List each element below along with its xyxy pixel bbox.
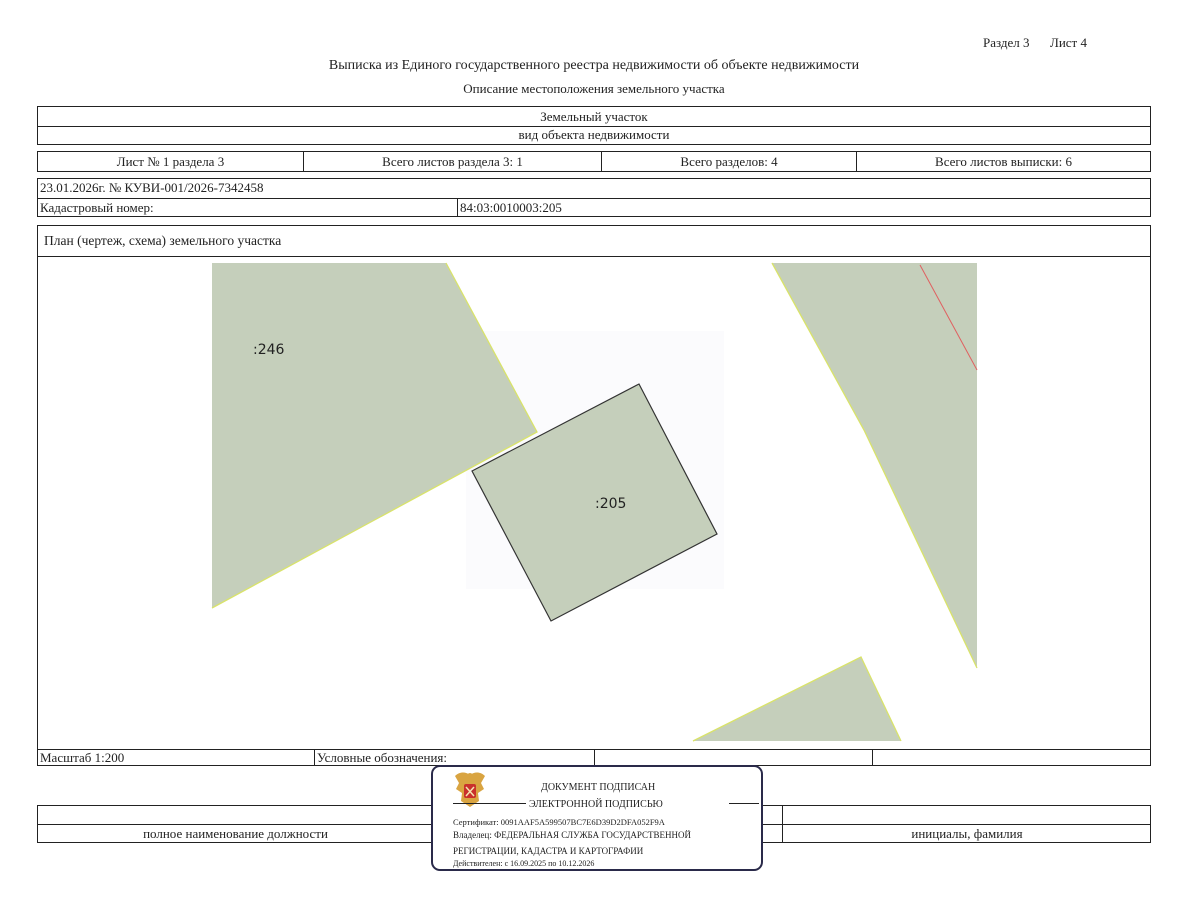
legend-row <box>37 749 1151 766</box>
stamp-owner-2: РЕГИСТРАЦИИ, КАДАСТРА И КАРТОГРАФИИ <box>453 846 644 856</box>
object-type-value: Земельный участок <box>38 109 1150 127</box>
stamp-line-2: ЭЛЕКТРОННОЙ ПОДПИСЬЮ <box>529 799 663 810</box>
parcel-205-label: :205 <box>595 496 627 512</box>
legend-empty-cell-1 <box>595 750 873 765</box>
symbols-cell: Условные обозначения: <box>315 750 595 765</box>
total-extract-sheets-cell: Всего листов выписки: 6 <box>935 153 1072 169</box>
document-title: Выписка из Единого государственного реестра недвижимости об объекте недвижимости <box>328 58 860 73</box>
section-number: Раздел 3 <box>983 35 1030 50</box>
parcel-246-label: :246 <box>253 342 285 358</box>
sheet-number: Лист 4 <box>1050 35 1087 50</box>
cadastral-value: 84:03:0010003:205 <box>460 200 562 215</box>
legend-empty-cell-2 <box>873 750 1150 765</box>
parcel-bottom <box>693 657 901 741</box>
date-number: 23.01.2026г. № КУВИ-001/2026-7342458 <box>40 180 264 195</box>
stamp-line-1: ДОКУМЕНТ ПОДПИСАН <box>541 782 656 793</box>
plan-title: План (чертеж, схема) земельного участка <box>44 233 282 248</box>
name-caption: инициалы, фамилия <box>911 826 1023 841</box>
scale-cell: Масштаб 1:200 <box>38 750 315 765</box>
stamp-certificate: Сертификат: 0091AAF5A599507BC7E6D39D2DFA052F9A <box>453 817 665 827</box>
total-section-sheets-cell: Всего листов раздела 3: 1 <box>304 152 602 171</box>
total-sections-cell: Всего разделов: 4 <box>602 152 857 171</box>
object-type-caption: вид объекта недвижимости <box>518 127 670 142</box>
stamp-owner: Владелец: ФЕДЕРАЛЬНАЯ СЛУЖБА ГОСУДАРСТВЕННОЙ <box>453 830 692 840</box>
cadastral-label: Кадастровый номер: <box>40 200 154 215</box>
stamp-valid: Действителен: с 16.09.2025 по 10.12.2026 <box>453 859 595 868</box>
document-subtitle: Описание местоположения земельного участка <box>463 81 725 96</box>
parcel-right <box>772 263 977 668</box>
position-caption: полное наименование должности <box>143 826 328 841</box>
signature-stamp <box>431 765 763 871</box>
sheet-no-cell: Лист № 1 раздела 3 <box>38 152 304 171</box>
